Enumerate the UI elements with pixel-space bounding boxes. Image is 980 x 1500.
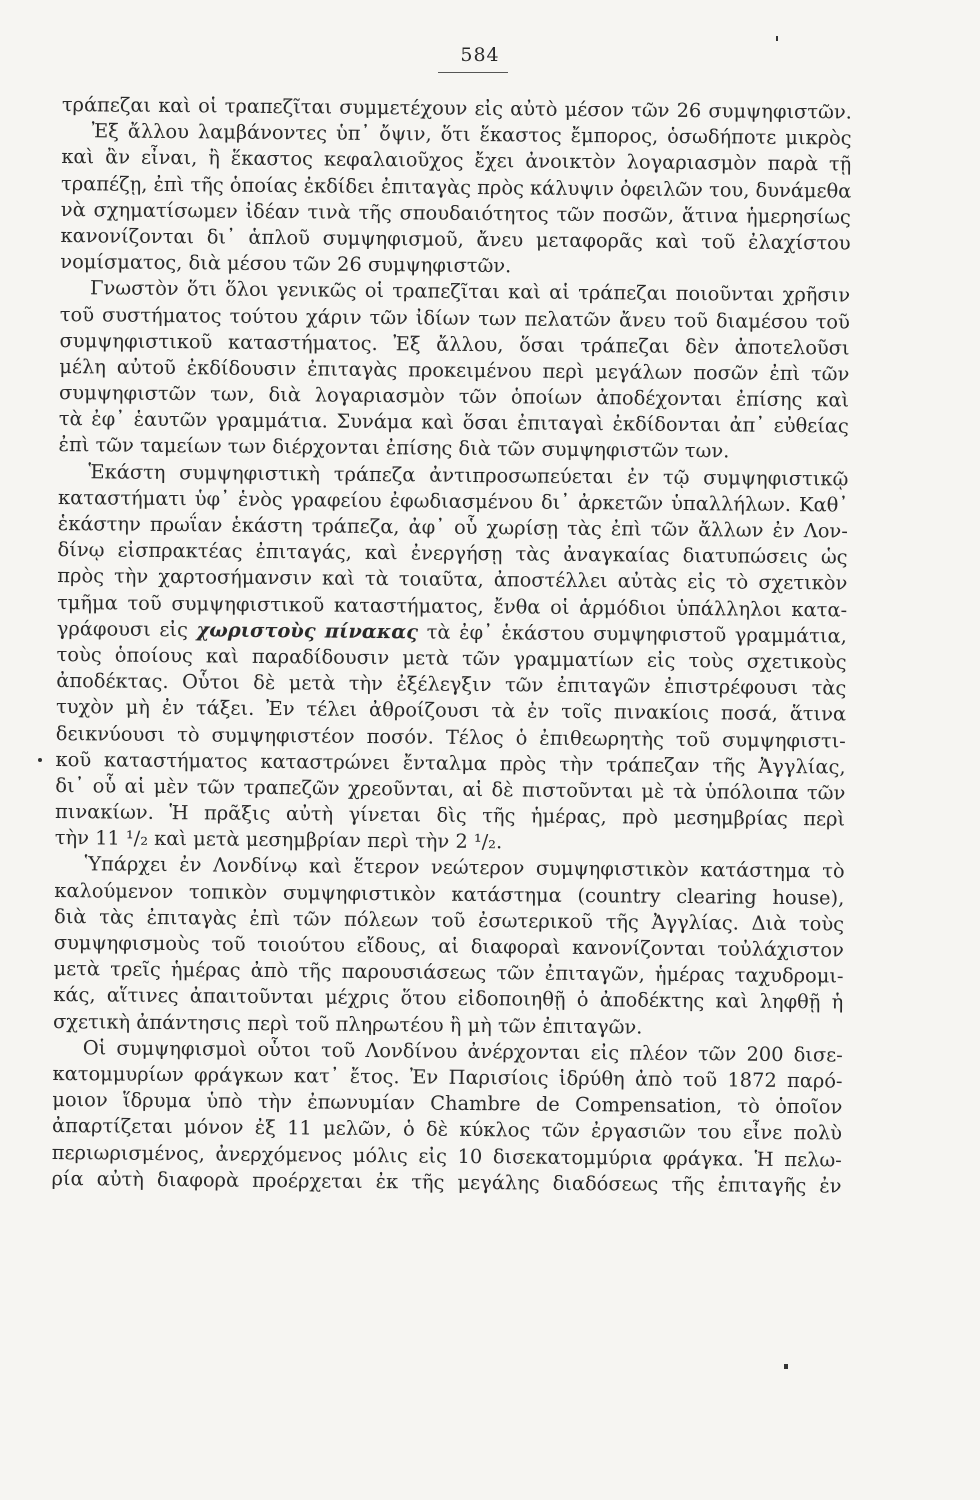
text-line: μετὰ τρεῖς ἡμέρας ἀπὸ τῆς παρουσιάσεως τῶν ἐπιταγῶν, ἡμέρας ταχυδρομι- bbox=[53, 957, 844, 988]
text-line: σχετικὴ ἀπάντησις περὶ τοῦ πληρωτέου ἢ μὴ τῶν ἐπιταγῶν. bbox=[52, 1009, 643, 1039]
page-number-rule bbox=[438, 72, 508, 73]
text-line: νομίσματος, διὰ μέσου τῶν 26 συμψηφιστῶν. bbox=[60, 250, 512, 278]
text-line: ἐπὶ τῶν ταμείων των διέρχονται ἐπίσης διὰ τῶν συμψηφιστῶν των. bbox=[58, 433, 730, 463]
text-line: διὰ τὰς ἐπιταγὰς ἐπὶ τῶν πόλεων τοῦ ἐσωτερικοῦ τῆς Ἀγγλίας. Διὰ τοὺς bbox=[53, 904, 845, 936]
text-line: ἀποδέκτας. Οὗτοι δὲ μετὰ τὴν ἐξέλεγξιν τῶν ἐπιταγῶν ἐπιστρέφουσι τὰς bbox=[56, 669, 847, 700]
text-line: μέλη αὐτοῦ ἐκδίδουσιν ἐπιταγὰς προκειμένου περὶ μεγάλων ποσῶν ἐπὶ τῶν bbox=[59, 354, 850, 386]
text-line: ἀπαρτίζεται μόνον ἐξ 11 μελῶν, ὁ δὲ κύκλος τῶν ἐργασιῶν του εἶνε πολὺ bbox=[51, 1114, 843, 1145]
text-line: μοιον ἵδρυμα ὑπὸ τὴν ἐπωνυμίαν Chambre de Compensation, τὸ ὁποῖον bbox=[52, 1088, 843, 1119]
text-line: τοὺς ὁποίους καὶ παραδίδουσιν μετὰ τῶν γραμματίων εἰς τοὺς σχετικοὺς bbox=[56, 642, 847, 674]
text-line: κατομμυρίων φράγκων κατ᾿ ἔτος. Ἐν Παρισίοις ἱδρύθη ἀπὸ τοῦ 1872 παρό- bbox=[52, 1061, 843, 1093]
text-line: καταστήματι ὑφ᾿ ἑνὸς γραφείου ἐφωδιασμένου δι᾿ ἀρκετῶν ὑπαλλήλων. Καθ᾿ bbox=[57, 485, 849, 517]
text-line: πρὸς τὴν χαρτοσήμανσιν καὶ τὰ τοιαῦτα, ἀποστέλλει αὐτὰς εἰς τὸ σχετικὸν bbox=[57, 564, 848, 595]
emphasized-term: χωριστοὺς πίνακας bbox=[196, 618, 419, 644]
text-line: καὶ ἂν εἶναι, ἢ ἕκαστος κεφαλαιοῦχος ἔχει ἀνοικτὸν λογαριασμὸν παρὰ τῇ bbox=[61, 145, 852, 176]
text-line: κάς, αἵτινες ἀπαιτοῦνται μέχρις ὅτου εἰδοποιηθῇ ὁ ἀποδέκτης καὶ ληφθῇ ἡ bbox=[53, 983, 844, 1014]
corner-mark bbox=[776, 36, 778, 41]
text-line: τραπέζῃ, ἐπὶ τῆς ὁποίας ἐκδίδει ἐπιταγὰς πρὸς κάλυψιν ὀφειλῶν του, δυνάμεθα bbox=[61, 171, 852, 203]
text-line: κανονίζονται δι᾿ ἁπλοῦ συμψηφισμοῦ, ἄνευ μεταφορᾶς καὶ τοῦ ἐλαχίστου bbox=[60, 223, 851, 255]
text-line: συμψηφιστῶν των, διὰ λογαριασμὸν τῶν ὁποίων ἀποδέχονται ἐπίσης καὶ bbox=[59, 381, 850, 412]
text-line: Ἐξ ἄλλου λαμβάνοντες ὑπ᾿ ὄψιν, ὅτι ἕκαστος ἔμπορος, ὁσωδήποτε μικρὸς bbox=[91, 119, 852, 150]
text-line: τράπεζαι καὶ οἱ τραπεζῖται συμμετέχουν εἰς αὐτὸ μέσον τῶν 26 συμψηφιστῶν. bbox=[61, 92, 852, 124]
text-line: πινακίων. Ἡ πρᾶξις αὐτὴ γίνεται δὶς τῆς ἡμέρας, πρὸ μεσημβρίας περὶ bbox=[54, 800, 846, 831]
text-line: νὰ σχηματίσωμεν ἰδέαν τινὰ τῆς σπουδαιότητος τῶν ποσῶν, ἅτινα ἡμερησίως bbox=[60, 197, 851, 229]
text-line: κοῦ καταστήματος καταστρώνει ἔνταλμα πρὸς τὴν τράπεζαν τῆς Ἀγγλίας, bbox=[55, 747, 846, 779]
text-line: περιωρισμένος, ἀνερχόμενος μόλις εἰς 10 δισεκατομμύρια φράγκα. Ἡ πελω- bbox=[51, 1140, 842, 1172]
text-line: ἑκάστην πρωΐαν ἑκάστη τράπεζα, ἀφ᾿ οὗ χωρίσῃ τὰς ἐπὶ τῶν ἄλλων ἐν Λον- bbox=[57, 511, 848, 543]
body-text bbox=[51, 92, 852, 1199]
text-line: δεικνύουσι τὸ συμψηφιστέον ποσόν. Τέλος ὁ ἐπιθεωρητὴς τοῦ συμψηφιστι- bbox=[55, 721, 846, 753]
margin-mark bbox=[38, 758, 42, 762]
text-fragment: γράφουσι εἰς bbox=[56, 616, 189, 641]
text-line: συμψηφιστικοῦ καταστήματος. Ἐξ ἄλλου, ὅσαι τράπεζαι δὲν ἀποτελοῦσι bbox=[59, 328, 850, 360]
text-line: Ὑπάρχει ἐν Λονδίνῳ καὶ ἕτερον νεώτερον συμψηφιστικὸν κατάστημα τὸ bbox=[84, 852, 845, 883]
text-line: Γνωστὸν ὅτι ὅλοι γενικῶς οἱ τραπεζῖται καὶ αἱ τράπεζαι ποιοῦνται χρῆσιν bbox=[90, 276, 851, 307]
text-line: τυχὸν μὴ ἐν τάξει. Ἐν τέλει ἀθροίζουσι τὰ ἐν τοῖς πινακίοις ποσά, ἅτινα bbox=[55, 695, 847, 726]
bottom-mark bbox=[784, 1364, 788, 1369]
text-line: δι᾿ οὗ αἱ μὲν τῶν τραπεζῶν χρεοῦνται, αἱ δὲ πιστοῦνται μὲ τὰ ὑπόλοιπα τῶν bbox=[55, 773, 846, 805]
text-line: συμψηφισμοὺς τοῦ τοιούτου εἴδους, αἱ διαφοραὶ κανονίζονται τοὐλάχιστον bbox=[53, 930, 844, 962]
text-line: ρία αὐτὴ διαφορὰ προέρχεται ἐκ τῆς μεγάλης διαδόσεως τῆς ἐπιταγῆς ἐν bbox=[51, 1166, 842, 1198]
text-line: Ἑκάστη συμψηφιστικὴ τράπεζα ἀντιπροσωπεύεται ἐν τῷ συμψηφιστικῷ bbox=[88, 459, 849, 491]
page-number: 584 bbox=[460, 44, 500, 66]
text-line: τὴν 11 ¹/₂ καὶ μετὰ μεσημβρίαν περὶ τὴν 2 ¹/₂. bbox=[54, 826, 503, 854]
text-line: καλούμενον τοπικὸν συμψηφιστικὸν κατάστημα (country clearing house), bbox=[54, 878, 845, 910]
text-line: τμῆμα τοῦ συμψηφιστικοῦ καταστήματος, ἔνθα οἱ ἁρμόδιοι ὑπάλληλοι κατα- bbox=[56, 590, 848, 622]
text-line: Οἱ συμψηφισμοὶ οὗτοι τοῦ Λονδίνου ἀνέρχονται εἰς πλέον τῶν 200 δισε- bbox=[82, 1035, 843, 1067]
text-line: δίνῳ εἰσπρακτέας ἐπιταγάς, καὶ ἐνεργήσῃ τὰς ἀναγκαίας διατυπώσεις ὡς bbox=[57, 538, 848, 569]
text-fragment: τὰ ἐφ᾿ ἑκάστου συμψηφιστοῦ γραμμάτια, bbox=[426, 620, 847, 648]
text-line: τοῦ συστήματος τούτου χάριν τῶν ἰδίων των πελατῶν ἄνευ τοῦ διαμέσου τοῦ bbox=[59, 302, 850, 334]
text-line: τὰ ἐφ᾿ ἑαυτῶν γραμμάτια. Συνάμα καὶ ὅσαι ἐπιταγαὶ ἐκδίδονται ἀπ᾿ εὐθείας bbox=[58, 407, 849, 438]
